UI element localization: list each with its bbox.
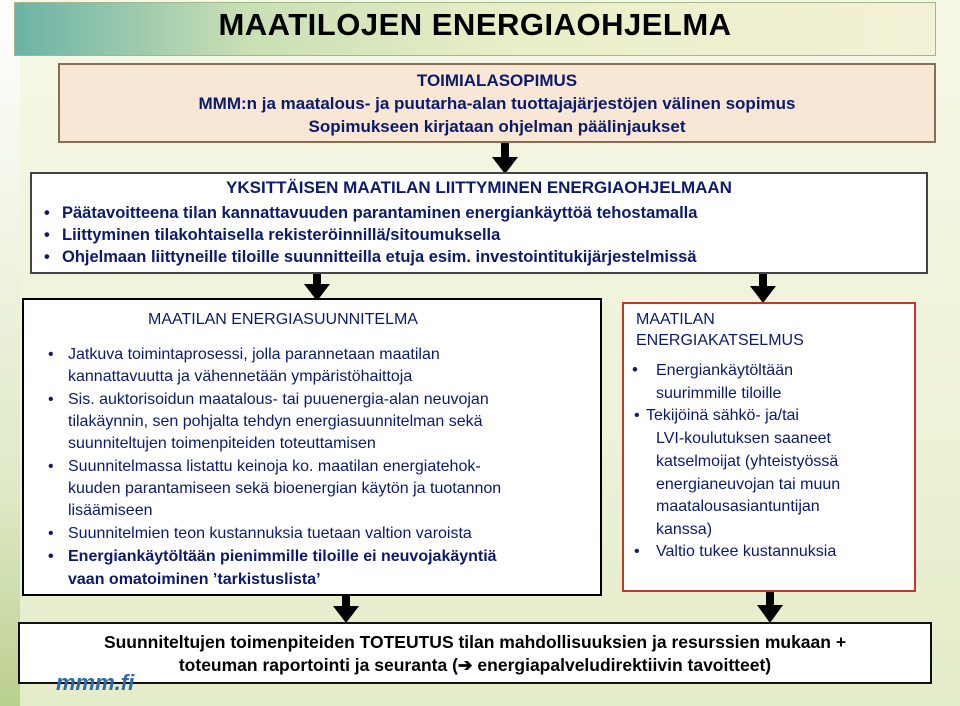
bullet-icon: • [48,458,54,475]
toteutus-line: Suunniteltujen toimenpiteiden TOTEUTUS tilan mahdollisuuksien ja resurssien mukaan + [103,632,847,652]
katselmus-line: LVI-koulutuksen saaneet [656,430,831,447]
liittyminen-item: • Päätavoitteena tilan kannattavuuden parantaminen energiankäyttöä tehostamalla [44,204,698,222]
bullet-icon: • [48,525,54,542]
sopimus-box [58,63,936,143]
down-arrow-icon [331,596,361,624]
left-decoration-strip [0,0,20,706]
suunnitelma-line: Suunnitelmien teon kustannuksia tuetaan valtion varoista [68,525,472,542]
katselmus-line: katselmoijat (yhteistyössä [656,453,839,470]
down-arrow-icon [755,592,785,624]
bullet-icon: • [634,407,640,424]
suunnitelma-line: Sis. auktorisoidun maatalous- tai puuenergia-alan neuvojan [68,391,489,408]
katselmus-heading: ENERGIAKATSELMUS [636,332,804,349]
liittyminen-heading: YKSITTÄISEN MAATILAN LIITTYMINEN ENERGIAOHJELMAAN [226,178,732,197]
mmm-logo: mmm.fi [56,670,135,695]
katselmus-line: kanssa) [656,521,713,538]
sopimus-line: Sopimukseen kirjataan ohjelman päälinjaukset [308,117,686,136]
bullet-icon: • [48,391,54,408]
liittyminen-item: • Ohjelmaan liittyneille tiloille suunnitteilla etuja esim. investointitukijärjestelmissä [44,248,697,266]
suunnitelma-line: lisäämiseen [68,502,153,519]
katselmus-line: Tekijöinä sähkö- ja/tai [646,407,799,424]
bullet-icon: • [634,543,640,560]
sopimus-line: MMM:n ja maatalous- ja puutarha-alan tuottajajärjestöjen välinen sopimus [198,94,796,113]
suunnitelma-heading: MAATILAN ENERGIASUUNNITELMA [148,311,418,328]
bullet-icon: • [48,548,54,565]
katselmus-line: energianeuvojan tai muun [656,476,841,493]
suunnitelma-line: kannattavuutta ja vähennetään ympäristöhaittoja [68,368,413,385]
suunnitelma-line: suunniteltujen toimenpiteiden toteuttamisen [68,435,376,452]
down-arrow-icon [490,143,520,175]
suunnitelma-line: Jatkuva toimintaprosessi, jolla parannetaan maatilan [68,346,440,363]
toteutus-line: toteuman raportointi ja seuranta (➔ energiapalveludirektiivin tavoitteet) [178,655,772,675]
bullet-icon: • [44,204,50,222]
katselmus-line: maatalousasiantuntijan [656,498,820,515]
katselmus-line: suurimmille tiloille [656,385,782,402]
suunnitelma-line: Suunnitelmassa listattu keinoja ko. maatilan energiatehok- [68,458,481,475]
suunnitelma-line: vaan omatoiminen ’tarkistuslista’ [68,571,321,588]
katselmus-line: Energiankäytöltään [656,362,793,379]
bullet-icon: • [48,346,54,363]
toteutus-box [18,622,932,684]
bullet-icon: • [44,248,50,266]
sopimus-heading: TOIMIALASOPIMUS [416,71,578,90]
bullet-icon: • [44,226,50,244]
down-arrow-icon [748,274,778,304]
suunnitelma-line: Energiankäytöltään pienimmille tiloille ei neuvojakäyntiä [68,548,497,565]
liittyminen-item: • Liittyminen tilakohtaisella rekisteröinnillä/sitoumuksella [44,226,501,244]
suunnitelma-line: kuuden parantamiseen sekä bioenergian käytön ja tuotannon [68,480,502,497]
page-title: MAATILOJEN ENERGIAOHJELMA [218,7,732,42]
suunnitelma-line: tilakäynnin, sen pohjalta tehdyn energiasuunnitelman sekä [68,413,483,430]
katselmus-line: Valtio tukee kustannuksia [656,543,837,560]
bullet-icon: • [632,360,638,379]
katselmus-heading: MAATILAN [636,311,715,328]
liittyminen-box [30,172,928,274]
